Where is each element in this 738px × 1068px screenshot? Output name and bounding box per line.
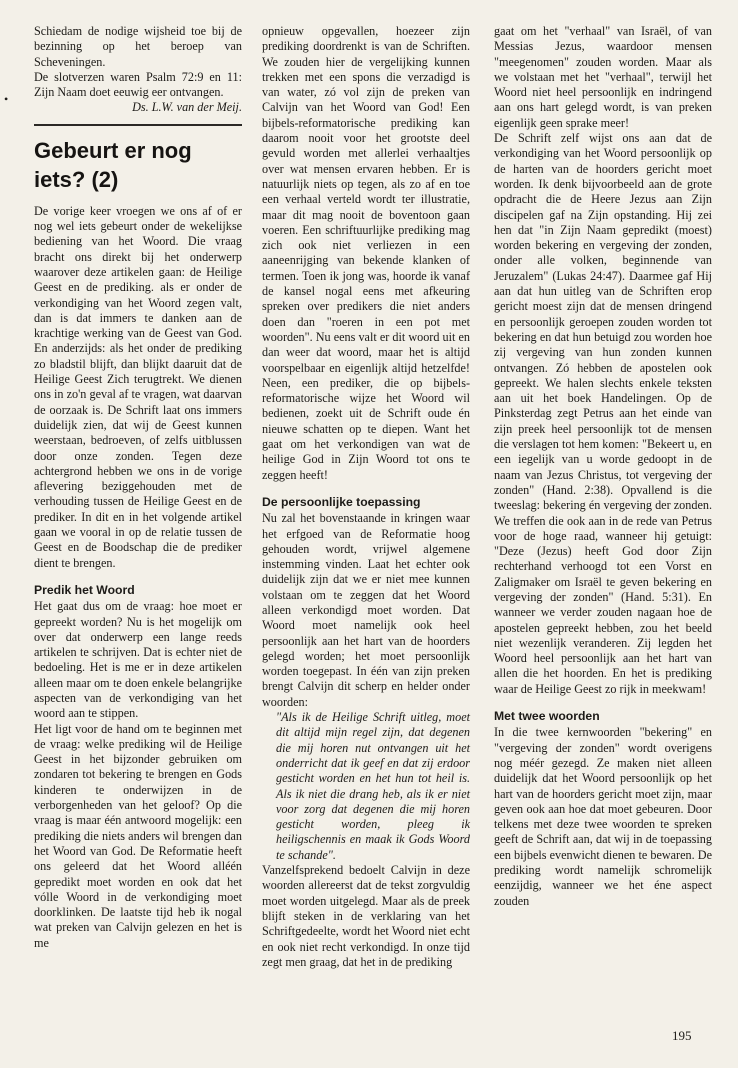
- subheading-toepassing: De persoonlijke toepassing: [262, 494, 421, 509]
- author-signature: Ds. L.W. van der Meij.: [132, 100, 242, 115]
- article-paragraph: Vanzelfsprekend bedoelt Calvijn in deze woorden allereerst dat de tekst zorgvuldig moet worden uitgelegd. Maar als de preek blijft steken in de verklaring van het Schriftgedeelte, wordt het Woord niet echt en ook niet recht verkondigd. In onze tijd zegt men graag, dat het in de prediking: [262, 863, 470, 969]
- subheading-twee-woorden: Met twee woorden: [494, 709, 600, 724]
- subheading-predik: Predik het Woord: [34, 582, 135, 597]
- article-paragraph: Het ligt voor de hand om te beginnen met de vraag: welke prediking wil de Heilige Geest in het bijzonder gebruiken om zondaren tot bekering te brengen en Gods kinderen te onderwijzen in de verborgenheden van het geloof? Op die vraag is maar één antwoord mogelijk: een prediking die niets anders wil brengen dan het Woord van God. De Reformatie heeft ons geleerd dat het Woord alléén gepredikt moet worden en ook dat het vólle Woord in de verkondiging moet doorklinken. De laatste tijd heb ik nogal wat preken van Calvijn gelezen en het is me: [34, 721, 242, 950]
- section-divider: [34, 124, 242, 126]
- calvin-quote: "Als ik de Heilige Schrift uitleg, moet dit altijd mijn regel zijn, dat degenen die mij horen nut ontvangen uit het onderricht dat ik geef en dat zij erdoor gesticht worden en het hun tot heil is. Als ik niet die drang heb, als ik er niet voor zorg dat degenen die mij horen gesticht worden, pleeg ik heiligschennis en maak ik Gods Woord te schande".: [276, 710, 470, 862]
- article-paragraph: Het gaat dus om de vraag: hoe moet er gepreekt worden? Nu is het mogelijk om over dat onderwerp een lange reeds artikelen te schrijven. Dat is echter niet de bedoeling. Het is me er in deze artikelen alleen maar om te doen enkele belangrijke aspecten van de verkondiging van het woord aan te stippen.: [34, 599, 242, 721]
- article-title: Gebeurt er nog iets? (2): [34, 137, 192, 192]
- article-paragraph: De vorige keer vroegen we ons af of er nog wel iets gebeurt onder de wekelijkse bediening van het Woord. Die vraag bracht ons direkt bij het onderwerp waarover deze artikelen gaan: de Heilige Geest en de prediking. als er onder de verkondiging van het Woord zegen valt, dan is dat immers te danken aan de krachtige werking van de Geest van God. En anderzijds: als het onder de prediking zo bladstil blijft, dan blijkt daaruit dat de Heilige Geest Zich terugtrekt. We dienen ons in zo'n geval af te vragen, wat daarvan de oorzaak is. De Schrift laat ons immers duidelijk zien, dat wij de Geest kunnen weerstaan, bedroeven, of zelfs uitblussen door onze zonden. Tegen deze achtergrond hebben we ons in de vorige aflevering beziggehouden met de verhouding tussen de Heilige Geest en de prediker. In dit en in het volgende artikel gaan we vooral in op de relatie tussen de Geest en de Boodschap die de prediker dient te brengen.: [34, 203, 242, 570]
- page-number: 195: [672, 1028, 692, 1043]
- article-paragraph: Nu zal het bovenstaande in kringen waar het erfgoed van de Reformatie hoog gehouden wordt, vrijwel algemene instemming vinden. Laat het echter ook duidelijk zijn dat we er niet mee kunnen volstaan om te zeggen dat het Woord alleen verkondigd moet worden. Dat Woord moet namelijk ook heel persoonlijk aan het hart van de hoorders gelegd worden; het moet persoonlijk worden toegepast. In één van zijn preken brengt Calvijn dit scherp en helder onder woorden:: [262, 511, 470, 709]
- intro-paragraph: Schiedam de nodige wijsheid toe bij de bezinning op het beroep van Scheveningen.: [34, 24, 242, 69]
- article-paragraph: gaat om het "verhaal" van Israël, of van Messias Jezus, waardoor mensen "meegenomen" zouden worden. Maar als we volstaan met het "verhaal", terwijl het Woord niet heel persoonlijk en indringend aan ons hart gelegd wordt, is van preken eigenlijk geen sprake meer!: [494, 24, 712, 130]
- article-paragraph: opnieuw opgevallen, hoezeer zijn prediking doordrenkt is van de Schriften. We zouden hier de vergelijking kunnen trekken met een spons die verzadigd is van water, zó vol zijn de preken van Calvijn van het Woord van God! Een bijbels-reformatorische prediking kan daarom nooit voor het grootste deel gevuld worden met allerlei verhaaltjes over wat mensen ervaren hebben. Er is natuurlijk niets op tegen, als zo af en toe een verhaal verteld wordt ter illustratie, maar dit mag nooit de boventoon gaan voeren. Een schriftuurlijke prediking mag zich ook niet verliezen in een aaneenrijging van bekende klanken of termen. Toen ik jong was, hoorde ik vanaf de kansel nogal eens met afkeuring spreken over predikers die niet anders doen dan "roeren in een pot met woorden". Nu eens valt er dit woord uit en dan weer dat woord, maar het is altijd voorspelbaar en eigenlijk altijd hetzelfde! Neen, een prediker, die op bijbels-reformatorische wijze het Woord wil bedienen, zoekt uit de Schrift oude én nieuwe schatten op te diepen. Want het gaat om het verkondigen van wat de heilige God in Zijn Woord tot ons te zeggen heeft!: [262, 24, 470, 482]
- margin-bullet: •: [4, 92, 9, 106]
- column-1: [34, 24, 242, 951]
- column-3: [494, 24, 712, 909]
- psalm-paragraph: De slotverzen waren Psalm 72:9 en 11: Zijn Naam doet eeuwig eer ontvangen.: [34, 69, 242, 100]
- article-paragraph: In die twee kernwoorden "bekering" en "vergeving der zonden" wordt overigens nog méér gezegd. Ze maken niet alleen duidelijk dat het Woord persoonlijk op het hart van de hoorders gericht moet zijn, maar geven ook aan hoe dat moet gebeuren. Door telkens met deze twee woorden te spreken geeft de Schrift aan, dat wij in de toepassing een bijbels evenwicht dienen te bewaren. De prediking wordt namelijk schromelijk eenzijdig, wanneer we het éne aspect zouden: [494, 725, 712, 908]
- column-2: [262, 24, 470, 970]
- article-paragraph: De Schrift zelf wijst ons aan dat de verkondiging van het Woord persoonlijk op de harten van de hoorders gericht moet worden. Ik denk bijvoorbeeld aan de grote opdracht die de Heere Jezus aan Zijn discipelen gaf na Zijn opstanding. Hij zei hen dat "in Zijn Naam gepredikt (moest) worden bekering en vergeving der zonden, onder alle volken, beginnende van Jeruzalem" (Lukas 24:47). Daarmee gaf Hij aan dat hun uitleg van de Schriften erop gericht moest zijn dat de mensen dringend en persoonlijk geroepen zouden worden tot bekering en dat hun betuigd zou worden hoe zij vergeving van hun zonden kunnen ontvangen. Zó hebben de apostelen ook gepreekt. We halen slechts enkele teksten aan uit het boek Handelingen. Op de Pinksterdag zegt Petrus aan het einde van zijn preek heel persoonlijk tot de mensen die verslagen tot hem komen: "Bekeert u, en een iegelijk van u worde gedoopt in de naam van Jezus Christus, tot vergeving der zonden" (Hand. 2:38). Opvallend is die tweeslag: bekering én vergeving der zonden. We treffen die ook aan in de rede van Petrus voor de hoge raad, wanneer hij getuigt: "Deze (Jezus) heeft God door Zijn rechterhand verhoogd tot een Vorst en Zaligmaker om Israël te geven bekering en vergeving der zonden" (Hand. 5:31). En wanneer we verder zouden nagaan hoe de apostelen gepreekt hebben, zou het beeld niet wezenlijk veranderen. Zij legden het Woord heel persoonlijk aan het hart van allen die het hoorden. En het is prediking waar de Heilige Geest zo rijk in meekwam!: [494, 131, 712, 696]
